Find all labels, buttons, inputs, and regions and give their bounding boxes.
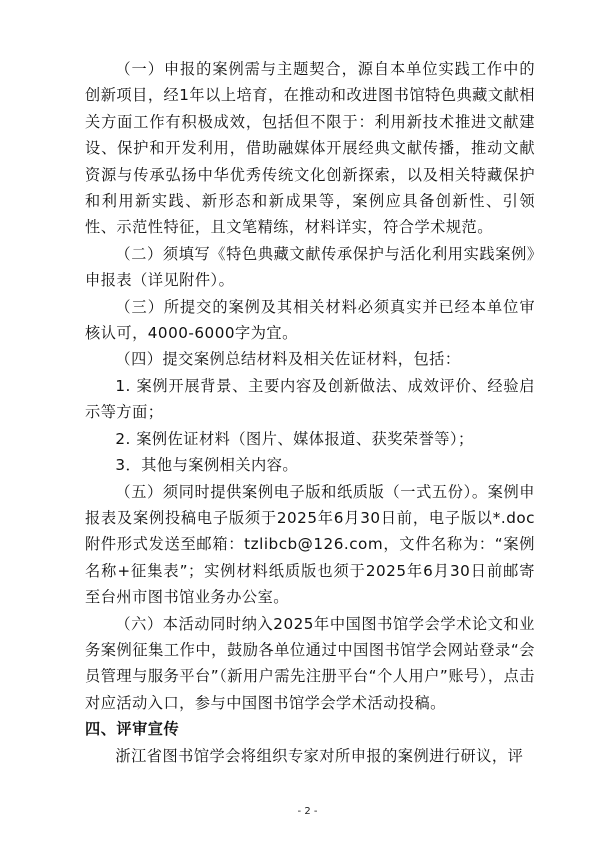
section-heading: 四、评审宣传 [85,720,180,739]
list-item-1: 1. 案例开展背景、主要内容及创新做法、成效评价、经验启示等方面； [85,376,535,422]
paragraph-1: （一）申报的案例需与主题契合，源自本单位实践工作中的创新项目，经1年以上培育，在推动和改进图书馆特色典藏文献相关方面工作有积极成效，包括但不限于：利用新技术推进文献建设、保护和开发利用，借助融媒体开展经典文献传播，推动文献资源与传承弘扬中华优秀传统文化创新探索，以及相关特藏保护和利用新实践、新形态和新成果等，案例应具备创新性、引领性、示范性特征，且文笔精练，材料详实，符合学术规范。 [85,60,535,237]
paragraph-5: （五）须同时提供案例电子版和纸质版（一式五份）。案例申报表及案例投稿电子版须于2025年6月30日前，电子版以*.doc附件形式发送至邮箱：tzlibcb@126.com，文件名称为：“案例名称+征集表”；实例材料纸质版也须于2025年6月30日前邮寄至台州市图书馆业务办公室。 [85,482,535,607]
paragraph-6: （六）本活动同时纳入2025年中国图书馆学会学术论文和业务案例征集工作中，鼓励各单位通过中国图书馆学会网站登录“会员管理与服务平台”（新用户需先注册平台“个人用户”账号），点击对应活动入口，参与中国图书馆学会学术活动投稿。 [85,614,535,712]
document-body [85,56,535,769]
paragraph-3: （三）所提交的案例及其相关材料必须真实并已经本单位审核认可，4000-6000字为宜。 [85,297,535,343]
paragraph-2: （二）须填写《特色典藏文献传承保护与活化利用实践案例》申报表（详见附件）。 [85,244,535,290]
page-number: - 2 - [297,806,318,817]
list-item-2: 2. 案例佐证材料（图片、媒体报道、获奖荣誉等）； [115,429,474,448]
paragraph-7: 浙江省图书馆学会将组织专家对所申报的案例进行研议，评 [115,746,524,765]
paragraph-4: （四）提交案例总结材料及相关佐证材料，包括： [115,350,461,369]
list-item-3: 3．其他与案例相关内容。 [115,456,299,475]
